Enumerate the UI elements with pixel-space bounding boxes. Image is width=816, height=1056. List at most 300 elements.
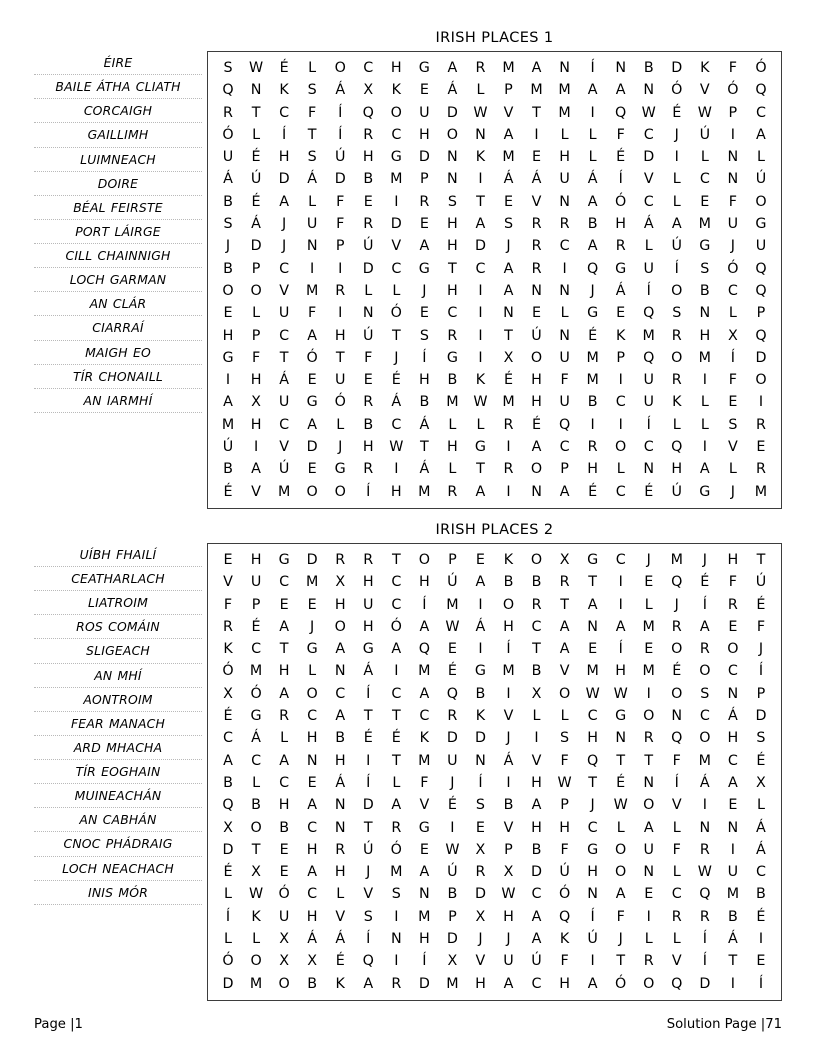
letter-cell[interactable]: O — [671, 685, 683, 702]
letter-cell[interactable]: H — [362, 618, 374, 635]
letter-cell[interactable]: B — [447, 372, 458, 389]
letter-cell[interactable]: R — [475, 864, 486, 881]
letter-cell[interactable]: Q — [615, 104, 627, 121]
letter-cell[interactable]: A — [587, 82, 598, 99]
letter-cell[interactable]: C — [699, 171, 710, 188]
letter-cell[interactable]: C — [727, 752, 738, 769]
letter-cell[interactable]: U — [643, 841, 654, 858]
letter-cell[interactable]: É — [644, 483, 654, 500]
letter-cell[interactable]: F — [728, 193, 737, 210]
letter-cell[interactable]: I — [394, 193, 399, 210]
word-list-item[interactable]: LIATROIM — [34, 591, 202, 615]
letter-cell[interactable]: N — [559, 193, 570, 210]
letter-cell[interactable]: I — [618, 574, 623, 591]
letter-cell[interactable]: R — [559, 574, 570, 591]
letter-cell[interactable]: L — [560, 305, 569, 322]
letter-cell[interactable]: Í — [646, 282, 651, 299]
letter-cell[interactable]: M — [390, 171, 403, 188]
letter-cell[interactable]: D — [531, 864, 543, 881]
letter-cell[interactable]: É — [251, 193, 261, 210]
letter-cell[interactable]: E — [644, 574, 654, 591]
letter-cell[interactable]: Ó — [755, 60, 767, 76]
letter-cell[interactable]: O — [727, 641, 739, 658]
letter-cell[interactable]: N — [419, 886, 430, 903]
letter-cell[interactable]: U — [643, 394, 654, 411]
letter-cell[interactable]: F — [560, 372, 569, 389]
letter-cell[interactable]: Ó — [222, 953, 234, 970]
letter-cell[interactable]: Á — [419, 416, 430, 433]
letter-cell[interactable]: I — [618, 596, 623, 613]
letter-cell[interactable]: J — [310, 618, 315, 635]
letter-cell[interactable]: Ú — [671, 238, 682, 255]
letter-cell[interactable]: W — [473, 394, 488, 411]
letter-cell[interactable]: I — [478, 171, 483, 188]
letter-cell[interactable]: W — [249, 60, 264, 76]
letter-cell[interactable]: W — [697, 104, 712, 121]
letter-cell[interactable]: N — [727, 171, 739, 188]
letter-cell[interactable]: A — [531, 439, 542, 456]
letter-cell[interactable]: V — [671, 797, 682, 814]
letter-cell[interactable]: I — [310, 260, 315, 277]
letter-cell[interactable]: T — [616, 953, 626, 970]
letter-cell[interactable]: Í — [674, 260, 679, 277]
letter-cell[interactable]: D — [362, 260, 374, 277]
letter-cell[interactable]: L — [700, 394, 709, 411]
letter-cell[interactable]: V — [727, 439, 738, 456]
letter-cell[interactable]: A — [279, 685, 289, 702]
letter-cell[interactable]: C — [755, 864, 766, 881]
letter-cell[interactable]: O — [530, 551, 543, 568]
letter-cell[interactable]: Ó — [558, 886, 571, 903]
letter-cell[interactable]: Í — [730, 349, 735, 366]
letter-cell[interactable]: H — [222, 327, 234, 344]
letter-cell[interactable]: L — [448, 461, 457, 478]
letter-cell[interactable]: R — [447, 327, 458, 344]
letter-cell[interactable]: H — [699, 327, 711, 344]
letter-cell[interactable]: Á — [419, 461, 430, 478]
letter-cell[interactable]: C — [391, 416, 402, 433]
letter-cell[interactable]: P — [756, 685, 766, 702]
letter-cell[interactable]: O — [250, 819, 262, 836]
letter-cell[interactable]: Á — [307, 171, 318, 188]
letter-cell[interactable]: Ó — [278, 886, 290, 903]
letter-cell[interactable]: C — [391, 574, 402, 591]
letter-cell[interactable]: A — [587, 596, 598, 613]
letter-cell[interactable]: K — [672, 394, 682, 411]
letter-cell[interactable]: D — [446, 730, 458, 747]
letter-cell[interactable]: R — [447, 483, 458, 500]
letter-cell[interactable]: L — [588, 126, 597, 143]
letter-cell[interactable]: L — [560, 126, 569, 143]
letter-cell[interactable]: N — [559, 60, 570, 76]
letter-cell[interactable]: D — [643, 149, 655, 166]
letter-cell[interactable]: Á — [727, 708, 738, 725]
letter-cell[interactable]: H — [362, 574, 374, 591]
letter-cell[interactable]: H — [475, 975, 486, 992]
letter-cell[interactable]: H — [334, 864, 346, 881]
letter-cell[interactable]: R — [699, 908, 710, 925]
letter-cell[interactable]: H — [531, 819, 542, 836]
letter-cell[interactable]: M — [446, 394, 459, 411]
letter-cell[interactable]: R — [615, 238, 626, 255]
word-list-item[interactable]: AN CABHÁN — [34, 808, 202, 832]
letter-cell[interactable]: L — [644, 930, 653, 947]
letter-cell[interactable]: Q — [671, 730, 683, 747]
letter-cell[interactable]: Í — [366, 930, 371, 947]
letter-cell[interactable]: P — [448, 908, 457, 925]
letter-cell[interactable]: J — [590, 282, 595, 299]
letter-cell[interactable]: D — [474, 238, 486, 255]
letter-cell[interactable]: D — [390, 216, 402, 233]
letter-cell[interactable]: E — [728, 618, 738, 635]
letter-cell[interactable]: F — [223, 596, 233, 613]
letter-cell[interactable]: Ú — [363, 327, 374, 344]
letter-cell[interactable]: C — [251, 641, 262, 658]
letter-cell[interactable]: E — [419, 216, 429, 233]
letter-cell[interactable]: Á — [251, 730, 261, 747]
letter-cell[interactable]: M — [642, 327, 655, 344]
letter-cell[interactable]: P — [251, 327, 261, 344]
letter-cell[interactable]: R — [419, 193, 430, 210]
word-list-item[interactable]: UÍBH FHAILÍ — [34, 543, 202, 567]
letter-cell[interactable]: N — [503, 305, 514, 322]
letter-cell[interactable]: Í — [646, 416, 651, 433]
letter-cell[interactable]: U — [250, 574, 262, 591]
letter-cell[interactable]: I — [478, 641, 483, 658]
letter-cell[interactable]: V — [251, 483, 261, 500]
word-list-item[interactable]: LOCH GARMAN — [34, 268, 202, 292]
letter-cell[interactable]: L — [448, 416, 457, 433]
letter-cell[interactable]: O — [643, 708, 655, 725]
letter-cell[interactable]: I — [702, 372, 707, 389]
letter-cell[interactable]: H — [531, 774, 542, 791]
letter-cell[interactable]: N — [475, 752, 486, 769]
letter-cell[interactable]: U — [278, 394, 290, 411]
letter-cell[interactable]: Ú — [363, 841, 374, 858]
letter-cell[interactable]: O — [250, 953, 262, 970]
letter-cell[interactable]: R — [475, 60, 486, 76]
letter-cell[interactable]: I — [394, 953, 399, 970]
letter-cell[interactable]: G — [418, 260, 430, 277]
letter-cell[interactable]: X — [756, 774, 766, 791]
letter-cell[interactable]: D — [474, 730, 486, 747]
letter-cell[interactable]: U — [727, 864, 739, 881]
letter-cell[interactable]: N — [447, 171, 458, 188]
letter-cell[interactable]: I — [534, 730, 539, 747]
letter-cell[interactable]: O — [446, 126, 459, 143]
letter-cell[interactable]: Ó — [222, 663, 234, 680]
letter-cell[interactable]: X — [279, 953, 290, 970]
letter-cell[interactable]: J — [282, 216, 287, 233]
letter-cell[interactable]: D — [250, 238, 262, 255]
letter-cell[interactable]: V — [279, 282, 289, 299]
letter-cell[interactable]: G — [222, 349, 234, 366]
letter-cell[interactable]: F — [728, 60, 737, 76]
letter-cell[interactable]: J — [730, 238, 735, 255]
letter-cell[interactable]: R — [363, 461, 374, 478]
letter-cell[interactable]: M — [558, 82, 571, 99]
letter-cell[interactable]: X — [559, 551, 570, 568]
letter-cell[interactable]: N — [362, 305, 374, 322]
letter-cell[interactable]: Á — [503, 752, 514, 769]
letter-cell[interactable]: L — [252, 930, 261, 947]
letter-cell[interactable]: X — [475, 841, 486, 858]
letter-cell[interactable]: A — [447, 60, 458, 76]
letter-cell[interactable]: H — [278, 663, 290, 680]
letter-cell[interactable]: V — [279, 439, 289, 456]
letter-cell[interactable]: K — [700, 60, 710, 76]
letter-cell[interactable]: D — [474, 886, 486, 903]
letter-cell[interactable]: R — [447, 708, 458, 725]
letter-cell[interactable]: V — [643, 171, 654, 188]
letter-cell[interactable]: W — [697, 864, 712, 881]
letter-cell[interactable]: É — [223, 483, 233, 500]
letter-cell[interactable]: B — [643, 60, 654, 76]
letter-cell[interactable]: A — [559, 483, 570, 500]
letter-cell[interactable]: P — [756, 305, 766, 322]
letter-cell[interactable]: Ú — [447, 864, 458, 881]
letter-cell[interactable]: I — [730, 126, 735, 143]
letter-cell[interactable]: É — [363, 730, 373, 747]
letter-cell[interactable]: É — [672, 663, 682, 680]
letter-cell[interactable]: A — [391, 797, 402, 814]
letter-cell[interactable]: G — [306, 641, 318, 658]
letter-cell[interactable]: F — [616, 126, 625, 143]
letter-cell[interactable]: F — [728, 574, 737, 591]
letter-cell[interactable]: A — [587, 238, 598, 255]
letter-cell[interactable]: B — [223, 260, 233, 277]
letter-cell[interactable]: D — [222, 841, 234, 858]
letter-cell[interactable]: Í — [758, 975, 764, 992]
letter-cell[interactable]: H — [559, 149, 570, 166]
letter-cell[interactable]: I — [478, 596, 483, 613]
letter-cell[interactable]: N — [727, 685, 739, 702]
letter-cell[interactable]: J — [282, 238, 287, 255]
letter-cell[interactable]: A — [307, 416, 318, 433]
letter-cell[interactable]: Ó — [222, 126, 234, 143]
letter-cell[interactable]: T — [532, 641, 541, 658]
letter-cell[interactable]: E — [447, 641, 457, 658]
letter-cell[interactable]: C — [643, 439, 654, 456]
letter-cell[interactable]: C — [363, 60, 374, 76]
letter-cell[interactable]: E — [279, 864, 289, 881]
letter-cell[interactable]: M — [446, 596, 459, 613]
letter-cell[interactable]: A — [419, 238, 430, 255]
letter-cell[interactable]: M — [558, 104, 571, 121]
word-list-item[interactable]: CIARRAÍ — [34, 316, 202, 340]
letter-cell[interactable]: E — [307, 461, 317, 478]
letter-cell[interactable]: H — [587, 730, 599, 747]
letter-cell[interactable]: S — [560, 730, 570, 747]
letter-cell[interactable]: H — [615, 216, 627, 233]
letter-cell[interactable]: R — [363, 126, 374, 143]
letter-cell[interactable]: L — [392, 282, 401, 299]
letter-cell[interactable]: I — [506, 483, 511, 500]
letter-cell[interactable]: B — [699, 282, 710, 299]
letter-cell[interactable]: S — [475, 797, 485, 814]
letter-cell[interactable]: R — [363, 216, 374, 233]
letter-cell[interactable]: U — [447, 752, 458, 769]
letter-cell[interactable]: X — [335, 574, 346, 591]
letter-cell[interactable]: L — [560, 708, 569, 725]
letter-cell[interactable]: U — [278, 908, 290, 925]
letter-cell[interactable]: S — [700, 260, 710, 277]
letter-cell[interactable]: G — [278, 551, 290, 568]
letter-cell[interactable]: Ú — [531, 953, 542, 970]
letter-cell[interactable]: H — [278, 797, 290, 814]
letter-cell[interactable]: L — [756, 797, 765, 814]
letter-cell[interactable]: S — [419, 327, 429, 344]
letter-cell[interactable]: K — [391, 82, 401, 99]
letter-cell[interactable]: U — [419, 104, 430, 121]
letter-cell[interactable]: T — [616, 752, 626, 769]
letter-cell[interactable]: U — [222, 149, 234, 166]
letter-cell[interactable]: É — [251, 618, 261, 635]
letter-cell[interactable]: Í — [225, 908, 231, 925]
letter-cell[interactable]: B — [307, 975, 318, 992]
letter-cell[interactable]: D — [418, 149, 430, 166]
letter-cell[interactable]: M — [305, 282, 319, 299]
letter-cell[interactable]: Q — [222, 797, 234, 814]
letter-cell[interactable]: A — [419, 864, 430, 881]
letter-cell[interactable]: A — [587, 193, 598, 210]
letter-cell[interactable]: I — [730, 975, 735, 992]
letter-cell[interactable]: B — [531, 663, 542, 680]
letter-cell[interactable]: R — [643, 953, 654, 970]
letter-cell[interactable]: I — [646, 908, 651, 925]
letter-cell[interactable]: I — [338, 260, 343, 277]
letter-cell[interactable]: L — [672, 171, 681, 188]
letter-cell[interactable]: J — [366, 864, 371, 881]
letter-cell[interactable]: L — [224, 886, 232, 903]
word-list-item[interactable]: DOIRE — [34, 172, 202, 196]
letter-cell[interactable]: W — [473, 104, 488, 121]
letter-cell[interactable]: B — [475, 685, 486, 702]
letter-cell[interactable]: T — [335, 349, 345, 366]
letter-cell[interactable]: M — [418, 663, 431, 680]
letter-cell[interactable]: R — [391, 975, 402, 992]
letter-cell[interactable]: O — [250, 282, 262, 299]
letter-cell[interactable]: M — [586, 663, 599, 680]
word-list-item[interactable]: BÉAL FEIRSTE — [34, 196, 202, 220]
letter-cell[interactable]: R — [335, 841, 346, 858]
letter-cell[interactable]: I — [394, 461, 399, 478]
letter-cell[interactable]: Í — [702, 953, 707, 970]
letter-cell[interactable]: Q — [558, 416, 571, 433]
letter-cell[interactable]: Í — [366, 774, 371, 791]
letter-cell[interactable]: Í — [674, 774, 679, 791]
letter-cell[interactable]: U — [334, 372, 346, 389]
letter-cell[interactable]: W — [445, 841, 460, 858]
letter-cell[interactable]: Á — [251, 216, 261, 233]
letter-cell[interactable]: A — [503, 282, 514, 299]
letter-cell[interactable]: C — [279, 327, 290, 344]
letter-cell[interactable]: Ú — [363, 238, 374, 255]
letter-cell[interactable]: E — [363, 193, 373, 210]
letter-cell[interactable]: U — [278, 305, 290, 322]
letter-cell[interactable]: E — [279, 841, 289, 858]
letter-cell[interactable]: O — [558, 685, 571, 702]
letter-cell[interactable]: B — [503, 574, 514, 591]
letter-cell[interactable]: M — [502, 394, 515, 411]
letter-cell[interactable]: E — [728, 797, 738, 814]
letter-cell[interactable]: A — [475, 216, 486, 233]
letter-cell[interactable]: L — [588, 149, 597, 166]
letter-cell[interactable]: B — [363, 171, 374, 188]
letter-cell[interactable]: C — [307, 708, 318, 725]
letter-cell[interactable]: J — [618, 930, 623, 947]
letter-cell[interactable]: D — [362, 797, 374, 814]
letter-cell[interactable]: L — [728, 461, 737, 478]
letter-cell[interactable]: Ú — [250, 171, 262, 188]
letter-cell[interactable]: C — [615, 394, 626, 411]
letter-cell[interactable]: G — [474, 439, 486, 456]
letter-cell[interactable]: Q — [755, 327, 767, 344]
letter-cell[interactable]: É — [756, 752, 766, 769]
letter-cell[interactable]: E — [475, 819, 485, 836]
letter-cell[interactable]: C — [279, 774, 290, 791]
letter-cell[interactable]: H — [615, 663, 627, 680]
letter-cell[interactable]: A — [531, 60, 542, 76]
letter-cell[interactable]: U — [363, 596, 374, 613]
letter-cell[interactable]: H — [334, 752, 346, 769]
letter-cell[interactable]: B — [419, 394, 430, 411]
letter-cell[interactable]: D — [306, 551, 318, 568]
letter-cell[interactable]: O — [334, 483, 346, 500]
letter-cell[interactable]: Í — [702, 596, 707, 613]
letter-cell[interactable]: Q — [587, 752, 599, 769]
letter-cell[interactable]: B — [223, 461, 233, 478]
letter-cell[interactable]: C — [559, 439, 570, 456]
letter-cell[interactable]: É — [503, 372, 514, 389]
letter-cell[interactable]: G — [587, 841, 599, 858]
letter-cell[interactable]: L — [672, 416, 681, 433]
letter-cell[interactable]: Q — [558, 908, 571, 925]
letter-cell[interactable]: R — [279, 708, 290, 725]
letter-cell[interactable]: B — [251, 797, 261, 814]
letter-cell[interactable]: Í — [422, 349, 427, 366]
letter-cell[interactable]: Q — [643, 305, 655, 322]
letter-cell[interactable]: L — [616, 461, 625, 478]
letter-cell[interactable]: A — [615, 886, 626, 903]
letter-cell[interactable]: C — [671, 886, 682, 903]
letter-cell[interactable]: T — [728, 953, 738, 970]
letter-cell[interactable]: T — [560, 596, 569, 613]
letter-cell[interactable]: C — [279, 416, 290, 433]
letter-cell[interactable]: Á — [279, 372, 289, 389]
letter-cell[interactable]: R — [727, 596, 738, 613]
letter-cell[interactable]: É — [700, 574, 710, 591]
letter-cell[interactable]: K — [251, 908, 261, 925]
letter-cell[interactable]: G — [334, 461, 346, 478]
letter-cell[interactable]: M — [249, 975, 263, 992]
letter-cell[interactable]: A — [223, 752, 233, 769]
letter-cell[interactable]: Í — [618, 641, 623, 658]
letter-cell[interactable]: C — [279, 104, 290, 121]
letter-cell[interactable]: I — [534, 126, 539, 143]
letter-cell[interactable]: E — [307, 372, 317, 389]
letter-cell[interactable]: C — [727, 663, 738, 680]
letter-cell[interactable]: A — [559, 641, 570, 658]
letter-cell[interactable]: O — [755, 372, 767, 389]
letter-cell[interactable]: U — [643, 372, 654, 389]
letter-cell[interactable]: C — [335, 685, 346, 702]
word-list-item[interactable]: CEATHARLACH — [34, 567, 202, 591]
letter-cell[interactable]: F — [756, 618, 766, 635]
letter-cell[interactable]: B — [223, 193, 233, 210]
letter-cell[interactable]: N — [447, 149, 458, 166]
letter-cell[interactable]: L — [672, 193, 681, 210]
